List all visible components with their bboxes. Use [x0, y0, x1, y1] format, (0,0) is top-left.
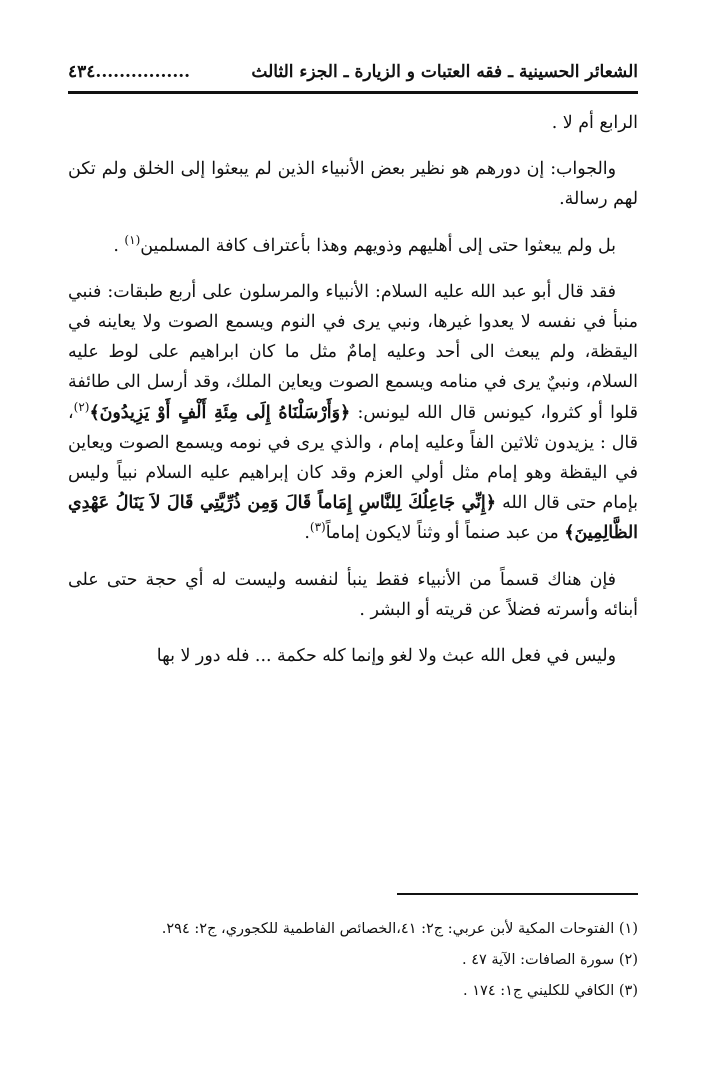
footnote-3: (٣) الكافي للكليني ج١: ١٧٤ . — [463, 983, 638, 999]
footnote-ref-1[interactable]: (١) — [124, 232, 141, 247]
paragraph-2: والجواب: إن دورهم هو نظير بعض الأنبياء الذين لم يبعثوا إلى الخلق ولم تكن لهم رسالة. — [68, 159, 638, 210]
dot-leader: ................ — [95, 62, 191, 82]
paragraph-4 — [68, 277, 638, 549]
paragraph-1: الرابع أم لا . — [551, 113, 638, 133]
footnote-rule — [397, 893, 638, 895]
paragraph-4-part-b: ، قال : يزيدون ثلاثين الفاً وعليه إمام ، والذي يرى في نومه ويسمع الصوت ويعاين في اليقظة وهو إمام مثل أولي العزم وقد كان إبراهيم عليه السلام نبياً وليس بإمام حتى قال الله — [68, 402, 638, 514]
header-rule — [68, 91, 638, 94]
main-text — [68, 108, 638, 687]
running-header — [68, 58, 638, 86]
paragraph-6: وليس في فعل الله عبث ولا لغو وإنما كله حكمة ... فله دور لا بها — [156, 646, 616, 667]
paragraph-3-end: . — [113, 235, 125, 256]
paragraph-4-end: . — [304, 523, 310, 544]
paragraph-3 — [68, 231, 638, 261]
paragraph-3-text: بل ولم يبعثوا حتى إلى أهليهم وذويهم وهذا بأعتراف كافة المسلمين — [140, 235, 616, 256]
paragraph-5: فإن هناك قسماً من الأنبياء فقط ينبأ لنفسه وليست له أي حجة حتى على أبنائه وأسرته فضلاً عن قريته أو البشر . — [68, 569, 638, 620]
quran-quote-2: ﴿إِنِّي جَاعِلُكَ لِلنَّاسِ إِمَاماً قَالَ وَمِن ذُرِّيَّتِي قَالَ لاَ يَنَالُ عَهْدِي الظَّالِمِينَ﴾ — [68, 493, 638, 544]
footnote-1: (١) الفتوحات المكية لأبن عربي: ج٢: ٤١،الخصائص الفاطمية للكجوري، ج٢: ٢٩٤. — [161, 921, 638, 937]
paragraph-4-part-a: فقد قال أبو عبد الله عليه السلام: الأنبياء والمرسلون على أربع طبقات: فنبي منبأ في نفسه لا يعدوا غيرها، ونبي يرى في النوم ويسمع الصوت ولا يعاينه في اليقظة، ولم يبعث الى أحد وعليه إمامٌ مثل ما كان ابراهيم على لوط عليه السلام، ونبيٌ يرى في منامه ويسمع الصوت ويعاين الملك، وقد أرسل الى طائفة قلوا أو كثروا، كيونس قال الله ليونس: — [68, 281, 638, 423]
quran-quote-1: ﴿وَأَرْسَلْنَاهُ إِلَى مِئَةِ أَلْفٍ أَوْ يَزِيدُونَ﴾ — [89, 402, 351, 423]
paragraph-4-part-c: من عبد صنماً أو وثناً لايكون إماماً — [325, 523, 565, 544]
page-number: ٤٣٤ — [68, 62, 96, 82]
header-title: الشعائر الحسينية ـ فقه العتبات و الزيارة ـ الجزء الثالث — [251, 62, 638, 82]
footnotes — [68, 914, 638, 1007]
footnote-ref-3[interactable]: (٣) — [309, 520, 326, 535]
footnote-2: (٢) سورة الصافات: الآية ٤٧ . — [461, 952, 638, 968]
header-leader-and-page — [68, 58, 190, 86]
footnote-ref-2[interactable]: (٢) — [73, 399, 90, 414]
